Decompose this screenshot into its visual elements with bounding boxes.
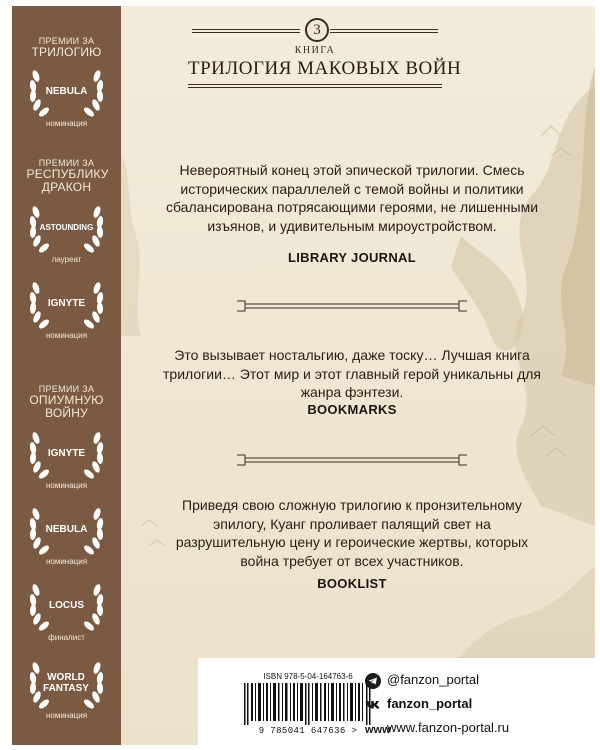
laurel-award xyxy=(22,200,111,266)
award-name: ASTOUNDING xyxy=(39,223,94,232)
award-status: номинация xyxy=(45,481,88,490)
header-rule xyxy=(188,87,442,88)
barcode-bars-icon xyxy=(244,683,372,725)
series-title: ТРИЛОГИЯ МАКОВЫХ ВОЙН xyxy=(188,58,462,79)
web-icon xyxy=(365,721,391,737)
vk-handle: fanzon_portal xyxy=(387,696,473,711)
review-quote: Это вызывает ностальгию, даже тоску… Лучшая книга трилогии… Этот мир и этот главный герой уникальны для жанра фэнтези. xyxy=(163,347,541,400)
award-group-heading xyxy=(12,158,121,194)
laurel-award xyxy=(22,276,111,342)
isbn-text: ISBN 978-5-04-164763-6 xyxy=(263,672,353,681)
award-name: LOCUS xyxy=(49,600,84,611)
divider-ornament xyxy=(237,297,467,315)
award-name: IGNYTE xyxy=(47,448,86,459)
award-status: номинация xyxy=(45,119,88,128)
header-rule xyxy=(192,29,300,30)
header-rule xyxy=(330,32,438,33)
review-quote: Невероятный конец этой эпической трилогии. Смесь исторических параллелей с темой войны и политики сбалансирована потрясающими героями, не лишенными изъянов, и удивительным мироустройством. xyxy=(165,162,539,234)
award-name: NEBULA xyxy=(45,524,88,535)
telegram-handle: @fanzon_portal xyxy=(387,672,479,687)
award-group-heading xyxy=(12,384,121,420)
laurel-award xyxy=(22,502,111,568)
divider-ornament xyxy=(237,451,467,469)
review-source: LIBRARY JOURNAL xyxy=(287,250,416,265)
award-status: номинация xyxy=(45,711,88,720)
award-status: финалист xyxy=(48,633,85,642)
laurel-award xyxy=(22,64,111,130)
header-rule xyxy=(188,84,442,85)
isbn-barcode xyxy=(238,672,378,736)
award-heading-title: РЕСПУБЛИКУ ДРАКОН xyxy=(26,167,109,194)
header-rule xyxy=(192,32,300,33)
award-name: WORLD FANTASY xyxy=(43,672,89,694)
telegram-icon xyxy=(365,673,381,689)
award-heading-title: ОПИУМНУЮ ВОЙНУ xyxy=(29,393,104,420)
award-status: номинация xyxy=(45,557,88,566)
barcode-digits: 9 785041 647636 > xyxy=(258,726,358,736)
book-number: 3 xyxy=(305,18,329,42)
award-group-heading xyxy=(12,36,121,59)
award-name: IGNYTE xyxy=(47,298,86,309)
book-label: КНИГА xyxy=(294,45,336,56)
award-status: лауреат xyxy=(51,255,82,264)
svg-text:www: www xyxy=(365,724,391,736)
review-quote: Приведя свою сложную трилогию к пронзительному эпилогу, Куанг проливает палящий свет на разрушительную цену и героические жертвы, которых война требует от всех участников. xyxy=(175,497,529,569)
vk-icon xyxy=(365,697,381,713)
award-name: NEBULA xyxy=(45,86,88,97)
laurel-award xyxy=(22,578,111,644)
review-source: BOOKMARKS xyxy=(307,402,397,417)
website-url: www.fanzon-portal.ru xyxy=(387,720,510,735)
laurel-award xyxy=(22,426,111,492)
header-rule xyxy=(330,29,438,30)
laurel-award xyxy=(22,656,111,722)
book-back-cover xyxy=(12,6,595,745)
award-heading-small: ПРЕМИИ ЗА xyxy=(38,384,95,394)
award-heading-small: ПРЕМИИ ЗА xyxy=(38,36,95,46)
awards-sidebar xyxy=(12,6,121,745)
award-heading-title: ТРИЛОГИЮ xyxy=(31,45,102,59)
award-heading-small: ПРЕМИИ ЗА xyxy=(38,158,95,168)
series-header xyxy=(188,18,462,88)
review-source: BOOKLIST xyxy=(317,576,387,591)
award-status: номинация xyxy=(45,331,88,340)
